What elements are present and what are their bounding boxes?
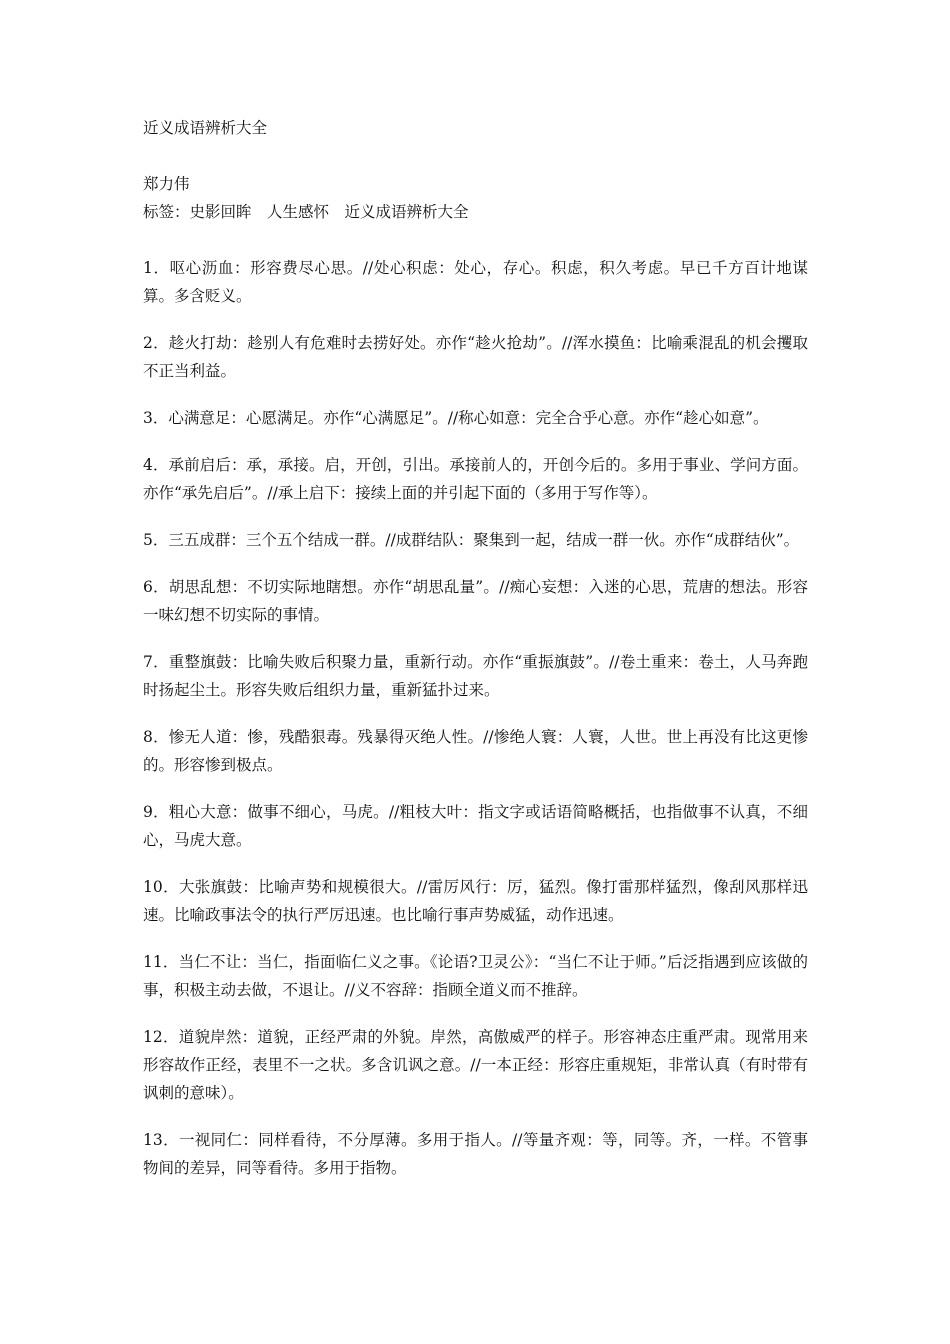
idiom-entry-6: 6．胡思乱想：不切实际地瞎想。亦作“胡思乱量”。//痴心妄想：入迷的心思，荒唐的想法。形容一味幻想不切实际的事情。	[143, 578, 808, 624]
document-title: 近义成语辨析大全	[143, 119, 268, 137]
idiom-entry-7: 7．重整旗鼓：比喻失败后积聚力量，重新行动。亦作“重振旗鼓”。//卷土重来：卷土，人马奔跑时扬起尘土。形容失败后组织力量，重新猛扑过来。	[143, 653, 808, 699]
tags-line: 标签：史影回眸 人生感怀 近义成语辨析大全	[143, 203, 469, 221]
idiom-entry-12: 12．道貌岸然：道貌，正经严肃的外貌。岸然，高傲威严的样子。形容神态庄重严肃。现常用来形容故作正经，表里不一之状。多含讥讽之意。//一本正经：形容庄重规矩，非常认真（有时带有讽刺的意味）。	[143, 1028, 808, 1102]
author-name: 郑力伟	[143, 175, 190, 193]
idiom-entry-10: 10．大张旗鼓：比喻声势和规模很大。//雷厉风行：厉，猛烈。像打雷那样猛烈，像刮风那样迅速。比喻政事法令的执行严厉迅速。也比喻行事声势威猛，动作迅速。	[143, 878, 808, 924]
idiom-entry-4: 4．承前启后：承，承接。启，开创，引出。承接前人的，开创今后的。多用于事业、学问方面。亦作“承先启后”。//承上启下：接续上面的并引起下面的（多用于写作等）。	[143, 456, 808, 502]
idiom-entry-11: 11．当仁不让：当仁，指面临仁义之事。《论语?卫灵公》：“当仁不让于师。”后泛指遇到应该做的事，积极主动去做，不退让。//义不容辞：指顾全道义而不推辞。	[143, 953, 808, 999]
idiom-entry-8: 8．惨无人道：惨，残酷狠毒。残暴得灭绝人性。//惨绝人寰：人寰，人世。世上再没有比这更惨的。形容惨到极点。	[143, 728, 808, 774]
idiom-entry-9: 9．粗心大意：做事不细心，马虎。//粗枝大叶：指文字或话语简略概括，也指做事不认真，不细心，马虎大意。	[143, 803, 808, 849]
idiom-entry-5: 5．三五成群：三个五个结成一群。//成群结队：聚集到一起，结成一群一伙。亦作“成群结伙”。	[143, 531, 800, 549]
document-body	[143, 114, 808, 1201]
idiom-entry-2: 2．趁火打劫：趁别人有危难时去捞好处。亦作“趁火抢劫”。//浑水摸鱼：比喻乘混乱的机会攫取不正当利益。	[143, 334, 808, 380]
idiom-entry-3: 3．心满意足：心愿满足。亦作“心满愿足”。//称心如意：完全合乎心意。亦作“趁心如意”。	[143, 409, 769, 427]
idiom-entry-1: 1．呕心沥血：形容费尽心思。//处心积虑：处心，存心。积虑，积久考虑。早已千方百计地谋算。多含贬义。	[143, 259, 808, 305]
idiom-entry-13: 13．一视同仁：同样看待，不分厚薄。多用于指人。//等量齐观：等，同等。齐，一样。不管事物间的差异，同等看待。多用于指物。	[143, 1131, 808, 1177]
